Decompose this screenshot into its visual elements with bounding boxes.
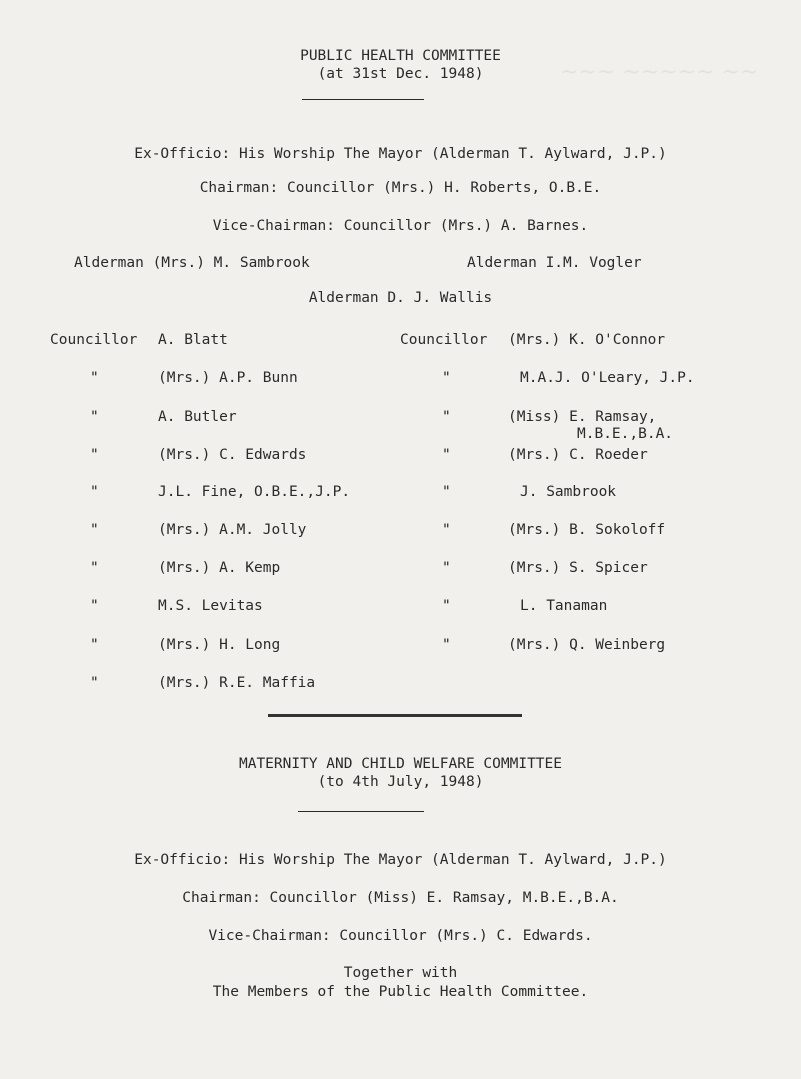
ditto-mark: " xyxy=(90,560,99,576)
mcw-subtitle: (to 4th July, 1948) xyxy=(317,774,484,790)
left-councillor-name: A. Butler xyxy=(158,409,237,425)
mcw-together-with: Together with xyxy=(343,965,458,981)
right-councillor-name: (Mrs.) C. Roeder xyxy=(508,447,648,463)
ditto-mark: " xyxy=(90,370,99,386)
left-councillor-name: J.L. Fine, O.B.E.,J.P. xyxy=(158,484,351,500)
left-councillor-name: (Mrs.) A.P. Bunn xyxy=(158,370,298,386)
phc-chairman: Chairman: Councillor (Mrs.) H. Roberts, O.B.E. xyxy=(199,180,602,196)
councillor-label-left: Councillor xyxy=(50,332,138,348)
ditto-mark: " xyxy=(442,598,451,614)
left-councillor-name: (Mrs.) R.E. Maffia xyxy=(158,675,316,691)
phc-title: PUBLIC HEALTH COMMITTEE xyxy=(300,48,501,64)
right-councillor-name: J. Sambrook xyxy=(520,484,617,500)
mcw-vice-chairman: Vice-Chairman: Councillor (Mrs.) C. Edwards. xyxy=(208,928,593,944)
ditto-mark: " xyxy=(90,409,99,425)
mcw-title: MATERNITY AND CHILD WELFARE COMMITTEE xyxy=(238,756,562,772)
right-councillor-name: (Mrs.) Q. Weinberg xyxy=(508,637,666,653)
right-councillor-name-cont: M.B.E.,B.A. xyxy=(577,426,674,442)
phc-ex-officio: Ex-Officio: His Worship The Mayor (Alderman T. Aylward, J.P.) xyxy=(134,146,667,162)
bleed-through-shadow: ~~~ ~~~~~ ~~ xyxy=(560,60,759,85)
section-divider xyxy=(268,714,522,717)
right-councillor-name: (Mrs.) B. Sokoloff xyxy=(508,522,666,538)
left-councillor-name: A. Blatt xyxy=(158,332,228,348)
ditto-mark: " xyxy=(442,637,451,653)
ditto-mark: " xyxy=(442,560,451,576)
ditto-mark: " xyxy=(90,637,99,653)
left-councillor-name: M.S. Levitas xyxy=(158,598,263,614)
phc-subtitle: (at 31st Dec. 1948) xyxy=(317,66,484,82)
left-councillor-name: (Mrs.) A. Kemp xyxy=(158,560,281,576)
mcw-chairman: Chairman: Councillor (Miss) E. Ramsay, M.B.E.,B.A. xyxy=(182,890,619,906)
phc-vice-chairman: Vice-Chairman: Councillor (Mrs.) A. Barnes. xyxy=(212,218,589,234)
right-councillor-name: (Mrs.) S. Spicer xyxy=(508,560,648,576)
ditto-mark: " xyxy=(90,484,99,500)
ditto-mark: " xyxy=(90,675,99,691)
right-councillor-name: (Mrs.) K. O'Connor xyxy=(508,332,666,348)
mcw-title-underline xyxy=(298,811,424,812)
mcw-members: The Members of the Public Health Committee. xyxy=(212,984,589,1000)
left-councillor-name: (Mrs.) H. Long xyxy=(158,637,281,653)
ditto-mark: " xyxy=(90,447,99,463)
right-councillor-name: (Miss) E. Ramsay, xyxy=(508,409,657,425)
right-councillor-name: M.A.J. O'Leary, J.P. xyxy=(520,370,695,386)
phc-title-underline xyxy=(302,99,424,100)
mcw-ex-officio: Ex-Officio: His Worship The Mayor (Alderman T. Aylward, J.P.) xyxy=(134,852,667,868)
ditto-mark: " xyxy=(90,598,99,614)
ditto-mark: " xyxy=(90,522,99,538)
right-councillor-name: L. Tanaman xyxy=(520,598,608,614)
ditto-mark: " xyxy=(442,447,451,463)
ditto-mark: " xyxy=(442,484,451,500)
left-councillor-name: (Mrs.) C. Edwards xyxy=(158,447,307,463)
phc-alderman-left: Alderman (Mrs.) M. Sambrook xyxy=(74,255,310,271)
councillor-label-right: Councillor xyxy=(400,332,488,348)
phc-alderman-center: Alderman D. J. Wallis xyxy=(308,290,493,306)
left-councillor-name: (Mrs.) A.M. Jolly xyxy=(158,522,307,538)
ditto-mark: " xyxy=(442,522,451,538)
ditto-mark: " xyxy=(442,370,451,386)
ditto-mark: " xyxy=(442,409,451,425)
phc-alderman-right: Alderman I.M. Vogler xyxy=(467,255,642,271)
